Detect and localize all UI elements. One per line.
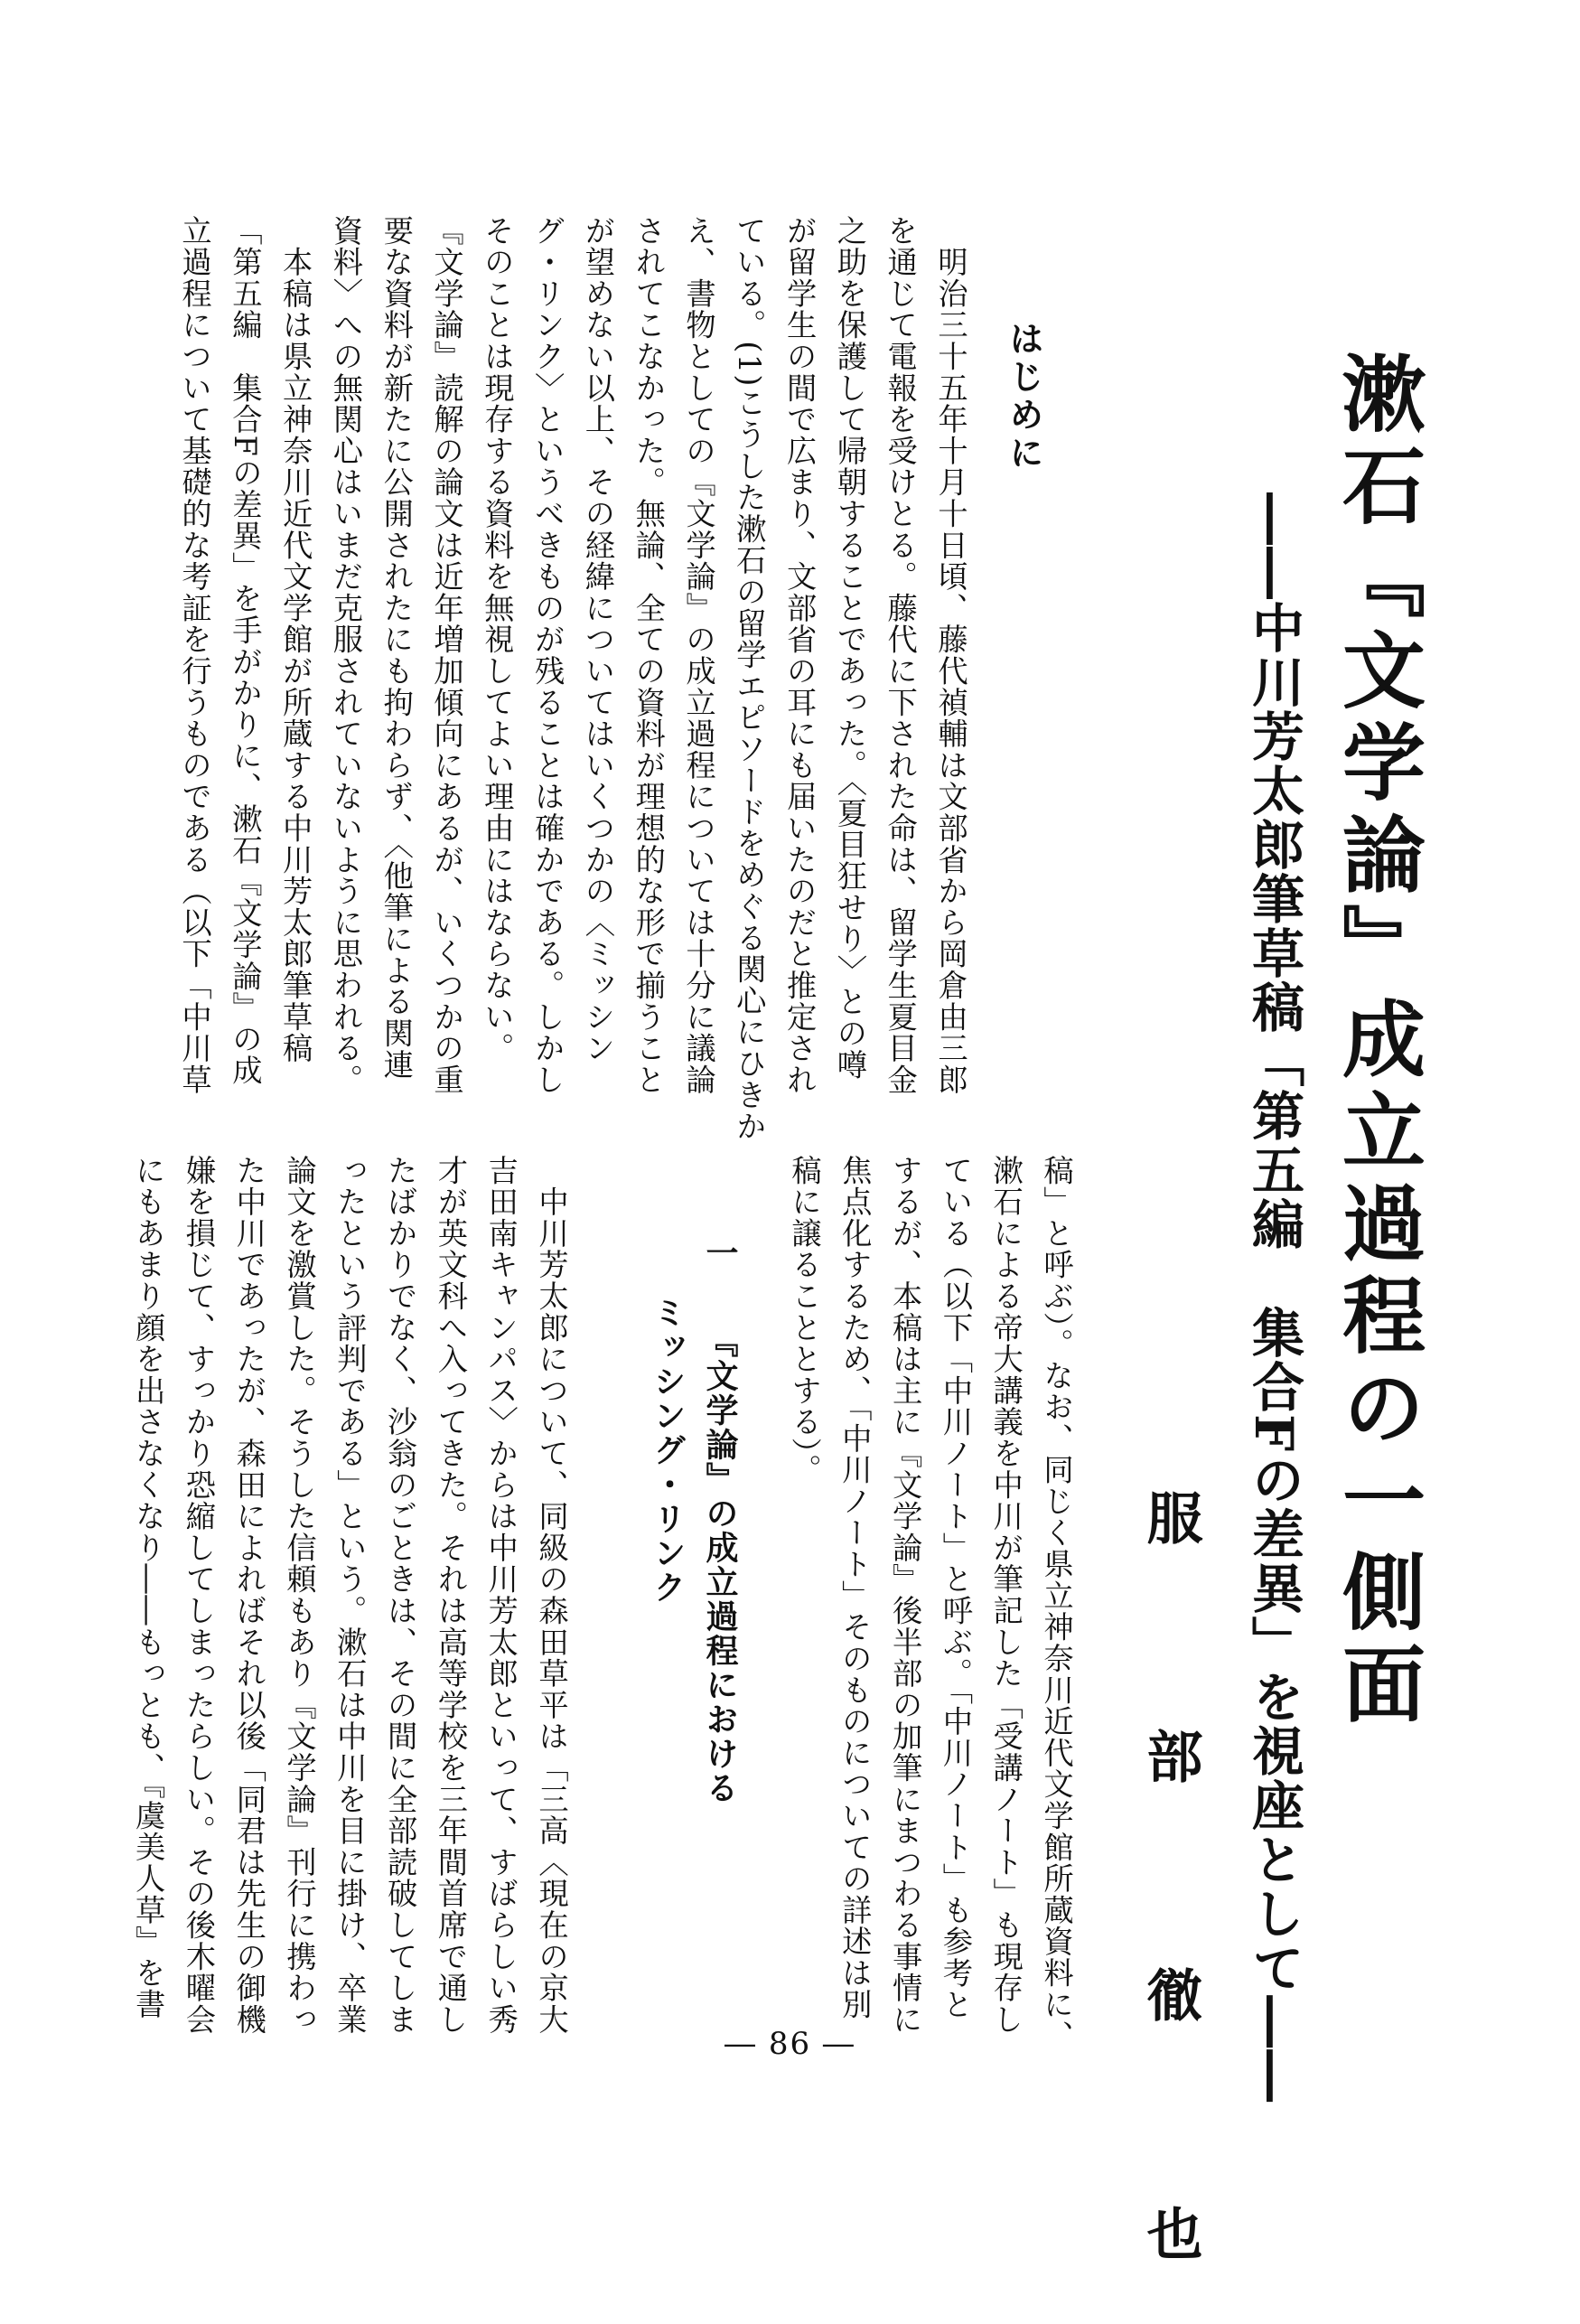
- text-line: 要な資料が新たに公開されたにも拘わらず、〈他筆による関連: [379, 215, 415, 1081]
- text-line: にもあまり顔を出さなくなり――もっとも、『虞美人草』を書: [130, 1155, 166, 2020]
- text-line: 才が英文科へ入ってきた。それは高等学校を三年間首席で通し: [433, 1155, 469, 2036]
- text-line: 『文学論』読解の論文は近年増加傾向にあるが、いくつかの重: [429, 215, 465, 1096]
- text-line: 本稿は県立神奈川近代文学館が所蔵する中川芳太郎筆草稿: [277, 215, 313, 1064]
- text-line: た中川であったが、森田によればそれ以後「同君は先生の御機: [231, 1155, 267, 2036]
- section-1-body-text: [130, 1155, 576, 2036]
- intro-body-text: [170, 215, 976, 1143]
- text-line: 「第五編 集合Fの差異」を手がかりに、漱石『文学論』の成: [227, 215, 263, 1087]
- article-title: 漱石『文学論』成立過程の一側面: [1329, 351, 1426, 1733]
- text-line: え、書物としての『文学論』の成立過程については十分に議論: [681, 215, 717, 1096]
- text-line: を通じて電報を受けとる。藤代に下された命は、留学生夏目金: [883, 215, 919, 1096]
- section-number: 一: [701, 1236, 738, 1270]
- text-line: するが、本稿は主に『文学論』後半部の加筆にまつわる事情に: [887, 1155, 923, 2036]
- section-heading-intro: はじめに: [1004, 321, 1043, 473]
- page-number: ― 86 ―: [725, 2026, 855, 2062]
- text-line: 吉田南キャンパス〉からは中川芳太郎といって、すばらしい秀: [483, 1155, 519, 2036]
- text-line: 稿に譲ることとする）。: [787, 1155, 823, 1486]
- text-line: 資料〉への無関心はいまだ克服されていないように思われる。: [328, 215, 364, 1096]
- section-heading-title: 『文学論』の成立過程における: [701, 1341, 738, 1805]
- text-line: ている。(1)こうした漱石の留学エピソードをめぐる関心にひきか: [731, 215, 767, 1143]
- text-line: が留学生の間で広まり、文部省の耳にも届いたのだと推定され: [781, 215, 818, 1096]
- text-line: 論文を激賞した。そうした信頼もあり『文学論』刊行に携わっ: [282, 1155, 318, 2036]
- text-line: たばかりでなく、沙翁のごときは、その間に全部読破してしま: [382, 1155, 418, 2036]
- text-line: ている（以下「中川ノート」と呼ぶ。「中川ノート」も参考と: [938, 1155, 974, 2020]
- section-heading-line: [693, 1236, 745, 1805]
- text-line: 明治三十五年十月十日頃、藤代禎輔は文部省から岡倉由三郎: [933, 215, 968, 1096]
- text-line: 嫌を損じて、すっかり恐縮してしまったらしい。その後木曜会: [181, 1155, 217, 2036]
- author-name: 服 部 徹 也: [1137, 1489, 1203, 2324]
- text-line: 之助を保護して帰朝することであった。〈夏目狂せり〉との噂: [832, 215, 868, 1081]
- text-line: 焦点化するため、「中川ノート」そのものについての詳述は別: [837, 1155, 873, 2020]
- article-subtitle: ――中川芳太郎筆草稿「第五編 集合Fの差異」を視座として――: [1243, 492, 1304, 2104]
- text-line: 漱石による帝大講義を中川が筆記した「受講ノート」も現存し: [988, 1155, 1024, 2036]
- text-line: そのことは現存する資料を無視してよい理由にはならない。: [479, 215, 515, 1064]
- text-line: されてこなかった。無論、全ての資料が理想的な形で揃うこと: [631, 215, 667, 1096]
- text-line: が望めない以上、その経緯についてはいくつかの〈ミッシン: [580, 215, 616, 1064]
- text-line: ったという評判である」という。漱石は中川を目に掛け、卒業: [332, 1155, 368, 2036]
- text-line: グ・リンク〉というべきものが残ることは確かである。しかし: [529, 215, 566, 1096]
- text-line: 立過程について基礎的な考証を行うものである（以下「中川草: [177, 215, 213, 1096]
- text-line: 中川芳太郎について、同級の森田草平は「三高〈現在の京大: [534, 1155, 569, 2036]
- text-line: 稿」と呼ぶ）。なお、同じく県立神奈川近代文学館所蔵資料に、: [1039, 1155, 1074, 2052]
- section-heading-subtitle: ミッシング・リンク: [649, 1296, 686, 1605]
- section-heading-1: [637, 1236, 745, 1805]
- intro-continuation-text: [779, 1155, 1081, 2052]
